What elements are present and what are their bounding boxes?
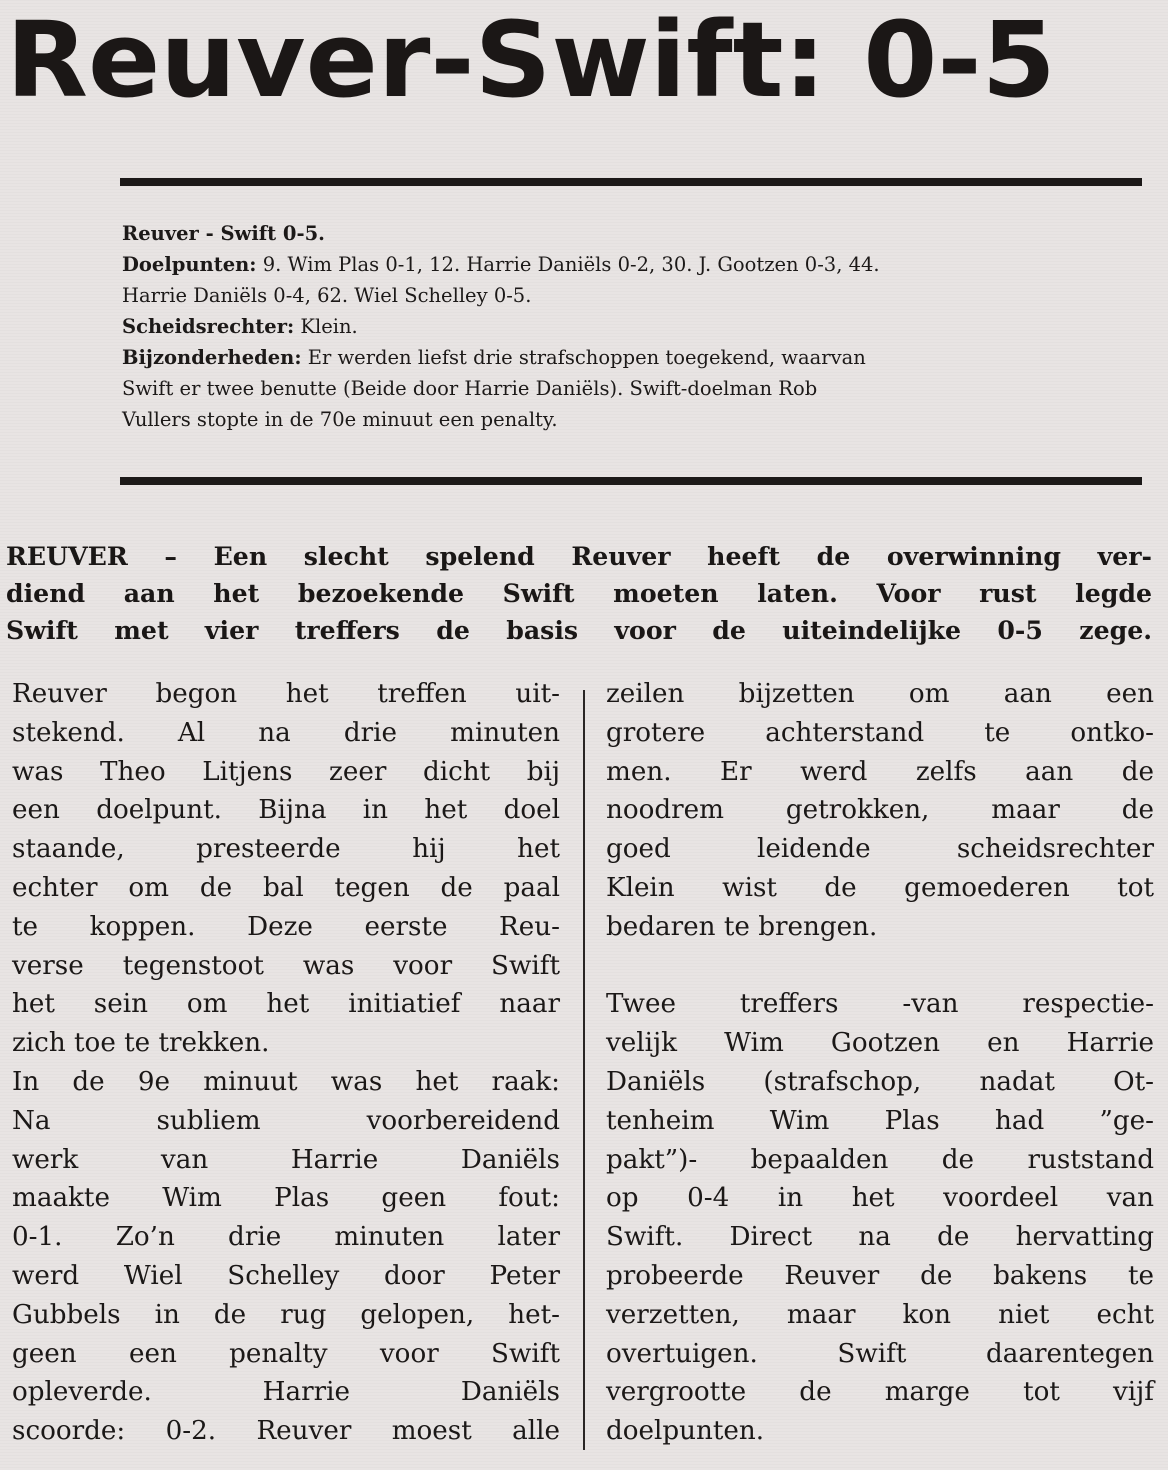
text-line: werk van Harrie Daniëls bbox=[12, 1144, 560, 1175]
match-info-box bbox=[122, 218, 1142, 435]
column-divider bbox=[583, 690, 585, 1450]
referee-value: Klein. bbox=[294, 315, 358, 338]
text-line: maakte Wim Plas geen fout: bbox=[12, 1183, 560, 1214]
text-line: een doelpunt. Bijna in het doel bbox=[12, 795, 560, 826]
text-line: velijk Wim Gootzen en Harrie bbox=[606, 1028, 1154, 1059]
text-line: stekend. Al na drie minuten bbox=[12, 717, 560, 748]
intro-paragraph bbox=[6, 538, 1152, 649]
text-line: zeilen bijzetten om aan een bbox=[606, 679, 1154, 709]
right-column bbox=[606, 675, 1154, 1451]
text-line: grotere achterstand te ontko- bbox=[606, 717, 1154, 748]
text-line: bedaren te brengen. bbox=[606, 911, 878, 942]
score-line-text: Reuver - Swift 0-5. bbox=[122, 222, 325, 245]
intro-line: Swift met vier treffers de basis voor de uiteindelijke 0-5 zege. bbox=[6, 615, 1152, 645]
goals-value-1: 9. Wim Plas 0-1, 12. Harrie Daniëls 0-2, 30. J. Gootzen 0-3, 44. bbox=[256, 253, 880, 276]
text-line: 0-1. Zo’n drie minuten later bbox=[12, 1222, 560, 1253]
text-line: Gubbels in de rug gelopen, het- bbox=[12, 1299, 560, 1330]
text-line: echter om de bal tegen de paal bbox=[12, 872, 560, 903]
text-line: tenheim Wim Plas had ”ge- bbox=[606, 1105, 1154, 1136]
goals-line bbox=[122, 249, 1142, 280]
score-line bbox=[122, 218, 1142, 249]
headline: Reuver-Swift: 0-5 bbox=[6, 0, 1056, 121]
details-line-2: Swift er twee benutte (Beide door Harrie Daniëls). Swift-doelman Rob bbox=[122, 377, 818, 400]
text-line: staande, presteerde hij het bbox=[12, 834, 560, 865]
text-line: vergrootte de marge tot vijf bbox=[606, 1377, 1154, 1408]
text-line: Daniëls (strafschop, nadat Ot- bbox=[606, 1066, 1154, 1097]
text-line: goed leidende scheidsrechter bbox=[606, 834, 1154, 865]
text-line: opleverde. Harrie Daniëls bbox=[12, 1377, 560, 1408]
details-value-1: Er werden liefst drie strafschoppen toegekend, waarvan bbox=[301, 346, 866, 369]
goals-label: Doelpunten: bbox=[122, 253, 257, 276]
top-rule bbox=[120, 178, 1142, 186]
text-line: noodrem getrokken, maar de bbox=[606, 795, 1154, 826]
text-line: het sein om het initiatief naar bbox=[12, 989, 560, 1020]
left-column bbox=[12, 675, 560, 1451]
text-line: overtuigen. Swift daarentegen bbox=[606, 1338, 1154, 1369]
text-line: verse tegenstoot was voor Swift bbox=[12, 950, 560, 981]
text-line: pakt”)- bepaalden de ruststand bbox=[606, 1144, 1154, 1175]
text-line: men. Er werd zelfs aan de bbox=[606, 756, 1154, 787]
text-line: Swift. Direct na de hervatting bbox=[606, 1222, 1154, 1253]
text-line: Twee treffers -van respectie- bbox=[606, 989, 1154, 1020]
text-line: zich toe te trekken. bbox=[12, 1028, 270, 1059]
text-line: Reuver begon het treffen uit- bbox=[12, 679, 560, 709]
intro-line: REUVER – Een slecht spelend Reuver heeft de overwinning ver- bbox=[6, 541, 1152, 571]
text-line: werd Wiel Schelley door Peter bbox=[12, 1260, 560, 1291]
text-line: op 0-4 in het voordeel van bbox=[606, 1183, 1154, 1214]
text-line: scoorde: 0-2. Reuver moest alle bbox=[12, 1416, 560, 1447]
text-line: In de 9e minuut was het raak: bbox=[12, 1066, 560, 1097]
text-line: doelpunten. bbox=[606, 1416, 765, 1447]
goals-line-2: Harrie Daniëls 0-4, 62. Wiel Schelley 0-5. bbox=[122, 284, 532, 307]
text-line: probeerde Reuver de bakens te bbox=[606, 1260, 1154, 1291]
text-line: geen een penalty voor Swift bbox=[12, 1338, 560, 1369]
referee-label: Scheidsrechter: bbox=[122, 315, 295, 338]
text-line: Klein wist de gemoederen tot bbox=[606, 872, 1154, 903]
details-label: Bijzonderheden: bbox=[122, 346, 302, 369]
referee-line bbox=[122, 311, 1142, 342]
paragraph-gap bbox=[606, 947, 1154, 986]
text-line: verzetten, maar kon niet echt bbox=[606, 1299, 1154, 1330]
details-line bbox=[122, 342, 1142, 373]
text-line: te koppen. Deze eerste Reu- bbox=[12, 911, 560, 942]
text-line: was Theo Litjens zeer dicht bij bbox=[12, 756, 560, 787]
text-line: Na subliem voorbereidend bbox=[12, 1105, 560, 1136]
intro-line: diend aan het bezoekende Swift moeten laten. Voor rust legde bbox=[6, 578, 1152, 608]
details-line-3: Vullers stopte in de 70e minuut een penalty. bbox=[122, 408, 558, 431]
bottom-rule bbox=[120, 477, 1142, 485]
